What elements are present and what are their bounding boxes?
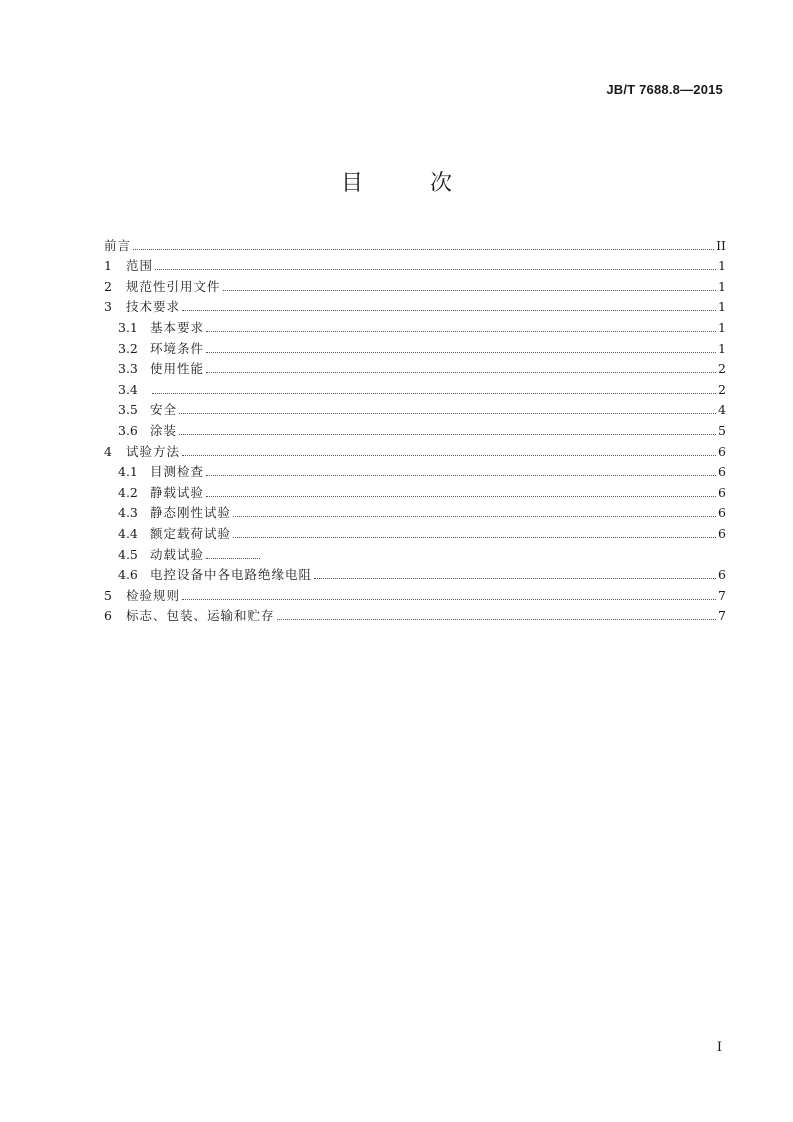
toc-entry-page: II <box>716 237 726 253</box>
toc-entry[interactable] <box>104 377 726 398</box>
toc-entry-page: 7 <box>718 608 726 624</box>
toc-entry-label: 静态刚性试验 <box>150 505 232 521</box>
toc-entry[interactable] <box>104 604 726 625</box>
toc-dot-leader <box>233 515 716 517</box>
toc-dot-leader <box>206 495 716 497</box>
toc-entry-number: 3.1 <box>118 319 138 335</box>
toc-dot-leader <box>206 371 716 373</box>
toc-entry[interactable] <box>104 315 726 336</box>
toc-entry-page: 1 <box>718 299 726 315</box>
toc-entry[interactable] <box>104 336 726 357</box>
toc-entry-page: 1 <box>718 278 726 294</box>
toc-entry-label: 试验方法 <box>126 443 181 459</box>
toc-entry[interactable] <box>104 357 726 378</box>
toc-entry-page: 6 <box>718 567 726 583</box>
toc-dot-leader <box>314 577 716 579</box>
toc-dot-leader <box>233 536 716 538</box>
toc-entry-number: 3 <box>104 299 112 315</box>
toc-dot-leader <box>277 618 716 620</box>
toc-entry-page: 6 <box>718 525 726 541</box>
toc-entry-number: 2 <box>104 278 112 294</box>
toc-entry-page: 6 <box>718 443 726 459</box>
toc-entry-page: 6 <box>718 464 726 480</box>
toc-entry-number: 4.2 <box>118 484 138 500</box>
toc-dot-leader <box>182 598 716 600</box>
toc-entry-number: 4.3 <box>118 505 138 521</box>
toc-entry-number: 3.6 <box>118 422 138 438</box>
toc-entry[interactable] <box>104 418 726 439</box>
toc-entry-label: 额定载荷试验 <box>150 525 232 541</box>
toc-entry-page: 1 <box>718 258 726 274</box>
toc-entry-page: 6 <box>718 505 726 521</box>
toc-dot-leader <box>155 268 716 270</box>
standard-number: JB/T 7688.8—2015 <box>606 82 723 97</box>
toc-entry-page: 4 <box>718 402 726 418</box>
toc-entry[interactable] <box>104 563 726 584</box>
toc-entry-page: 7 <box>718 587 726 603</box>
toc-dot-leader <box>206 330 716 332</box>
toc-entry[interactable] <box>104 274 726 295</box>
toc-entry[interactable] <box>104 542 726 563</box>
toc-entry-page: 2 <box>718 361 726 377</box>
toc-entry[interactable] <box>104 254 726 275</box>
toc-entry-label: 范围 <box>126 258 154 274</box>
toc-entry-number: 3.5 <box>118 402 138 418</box>
toc-entry-page: 2 <box>718 381 726 397</box>
toc-entry[interactable] <box>104 501 726 522</box>
toc-entry-number: 4.4 <box>118 525 138 541</box>
toc-entry-number: 1 <box>104 258 112 274</box>
toc-dot-leader <box>182 454 716 456</box>
toc-entry-label: 检验规则 <box>126 587 181 603</box>
toc-entry-label: 目测检查 <box>150 464 205 480</box>
toc-entry-number: 6 <box>104 608 112 624</box>
toc-entry-label: 电控设备中各电路绝缘电阻 <box>150 567 313 583</box>
toc-entry[interactable] <box>104 460 726 481</box>
toc-entry-page: 5 <box>718 422 726 438</box>
toc-entry-label: 静载试验 <box>150 484 205 500</box>
toc-entry-label: 动载试验 <box>150 546 205 562</box>
toc-entry-page: 6 <box>718 484 726 500</box>
toc-entry-page: 1 <box>718 319 726 335</box>
toc-entry-number: 3.3 <box>118 361 138 377</box>
page-title: 目 次 <box>341 171 482 196</box>
toc-entry[interactable] <box>104 233 726 254</box>
toc-entry-label: 环境条件 <box>150 340 205 356</box>
toc-entry-label: 标志、包装、运输和贮存 <box>126 608 275 624</box>
toc-entry-number: 4.5 <box>118 546 138 562</box>
table-of-contents <box>104 233 726 624</box>
toc-entry[interactable] <box>104 480 726 501</box>
toc-entry-label: 规范性引用文件 <box>126 278 221 294</box>
toc-entry[interactable] <box>104 439 726 460</box>
toc-entry-number: 4 <box>104 443 112 459</box>
toc-dot-leader <box>152 392 716 394</box>
toc-dot-leader <box>223 289 716 291</box>
toc-entry-label: 涂装 <box>150 422 178 438</box>
toc-dot-leader <box>206 557 260 559</box>
toc-entry-number: 3.4 <box>118 381 138 397</box>
toc-entry-number: 4.6 <box>118 567 138 583</box>
toc-entry-label: 基本要求 <box>150 319 205 335</box>
toc-entry[interactable] <box>104 583 726 604</box>
toc-dot-leader <box>206 474 716 476</box>
toc-entry-label: 技术要求 <box>126 299 181 315</box>
toc-entry-number: 5 <box>104 587 112 603</box>
toc-dot-leader <box>179 412 716 414</box>
toc-dot-leader <box>179 433 716 435</box>
toc-entry[interactable] <box>104 521 726 542</box>
toc-entry[interactable] <box>104 398 726 419</box>
page-number: I <box>716 1040 722 1055</box>
toc-entry-number: 3.2 <box>118 340 138 356</box>
toc-entry-label: 使用性能 <box>150 361 205 377</box>
toc-entry-label: 安全 <box>150 402 178 418</box>
toc-entry-page: 1 <box>718 340 726 356</box>
toc-entry-number: 4.1 <box>118 464 138 480</box>
toc-entry[interactable] <box>104 295 726 316</box>
toc-dot-leader <box>133 248 714 250</box>
toc-dot-leader <box>182 309 716 311</box>
toc-dot-leader <box>206 351 716 353</box>
toc-entry-label: 前言 <box>104 237 132 253</box>
